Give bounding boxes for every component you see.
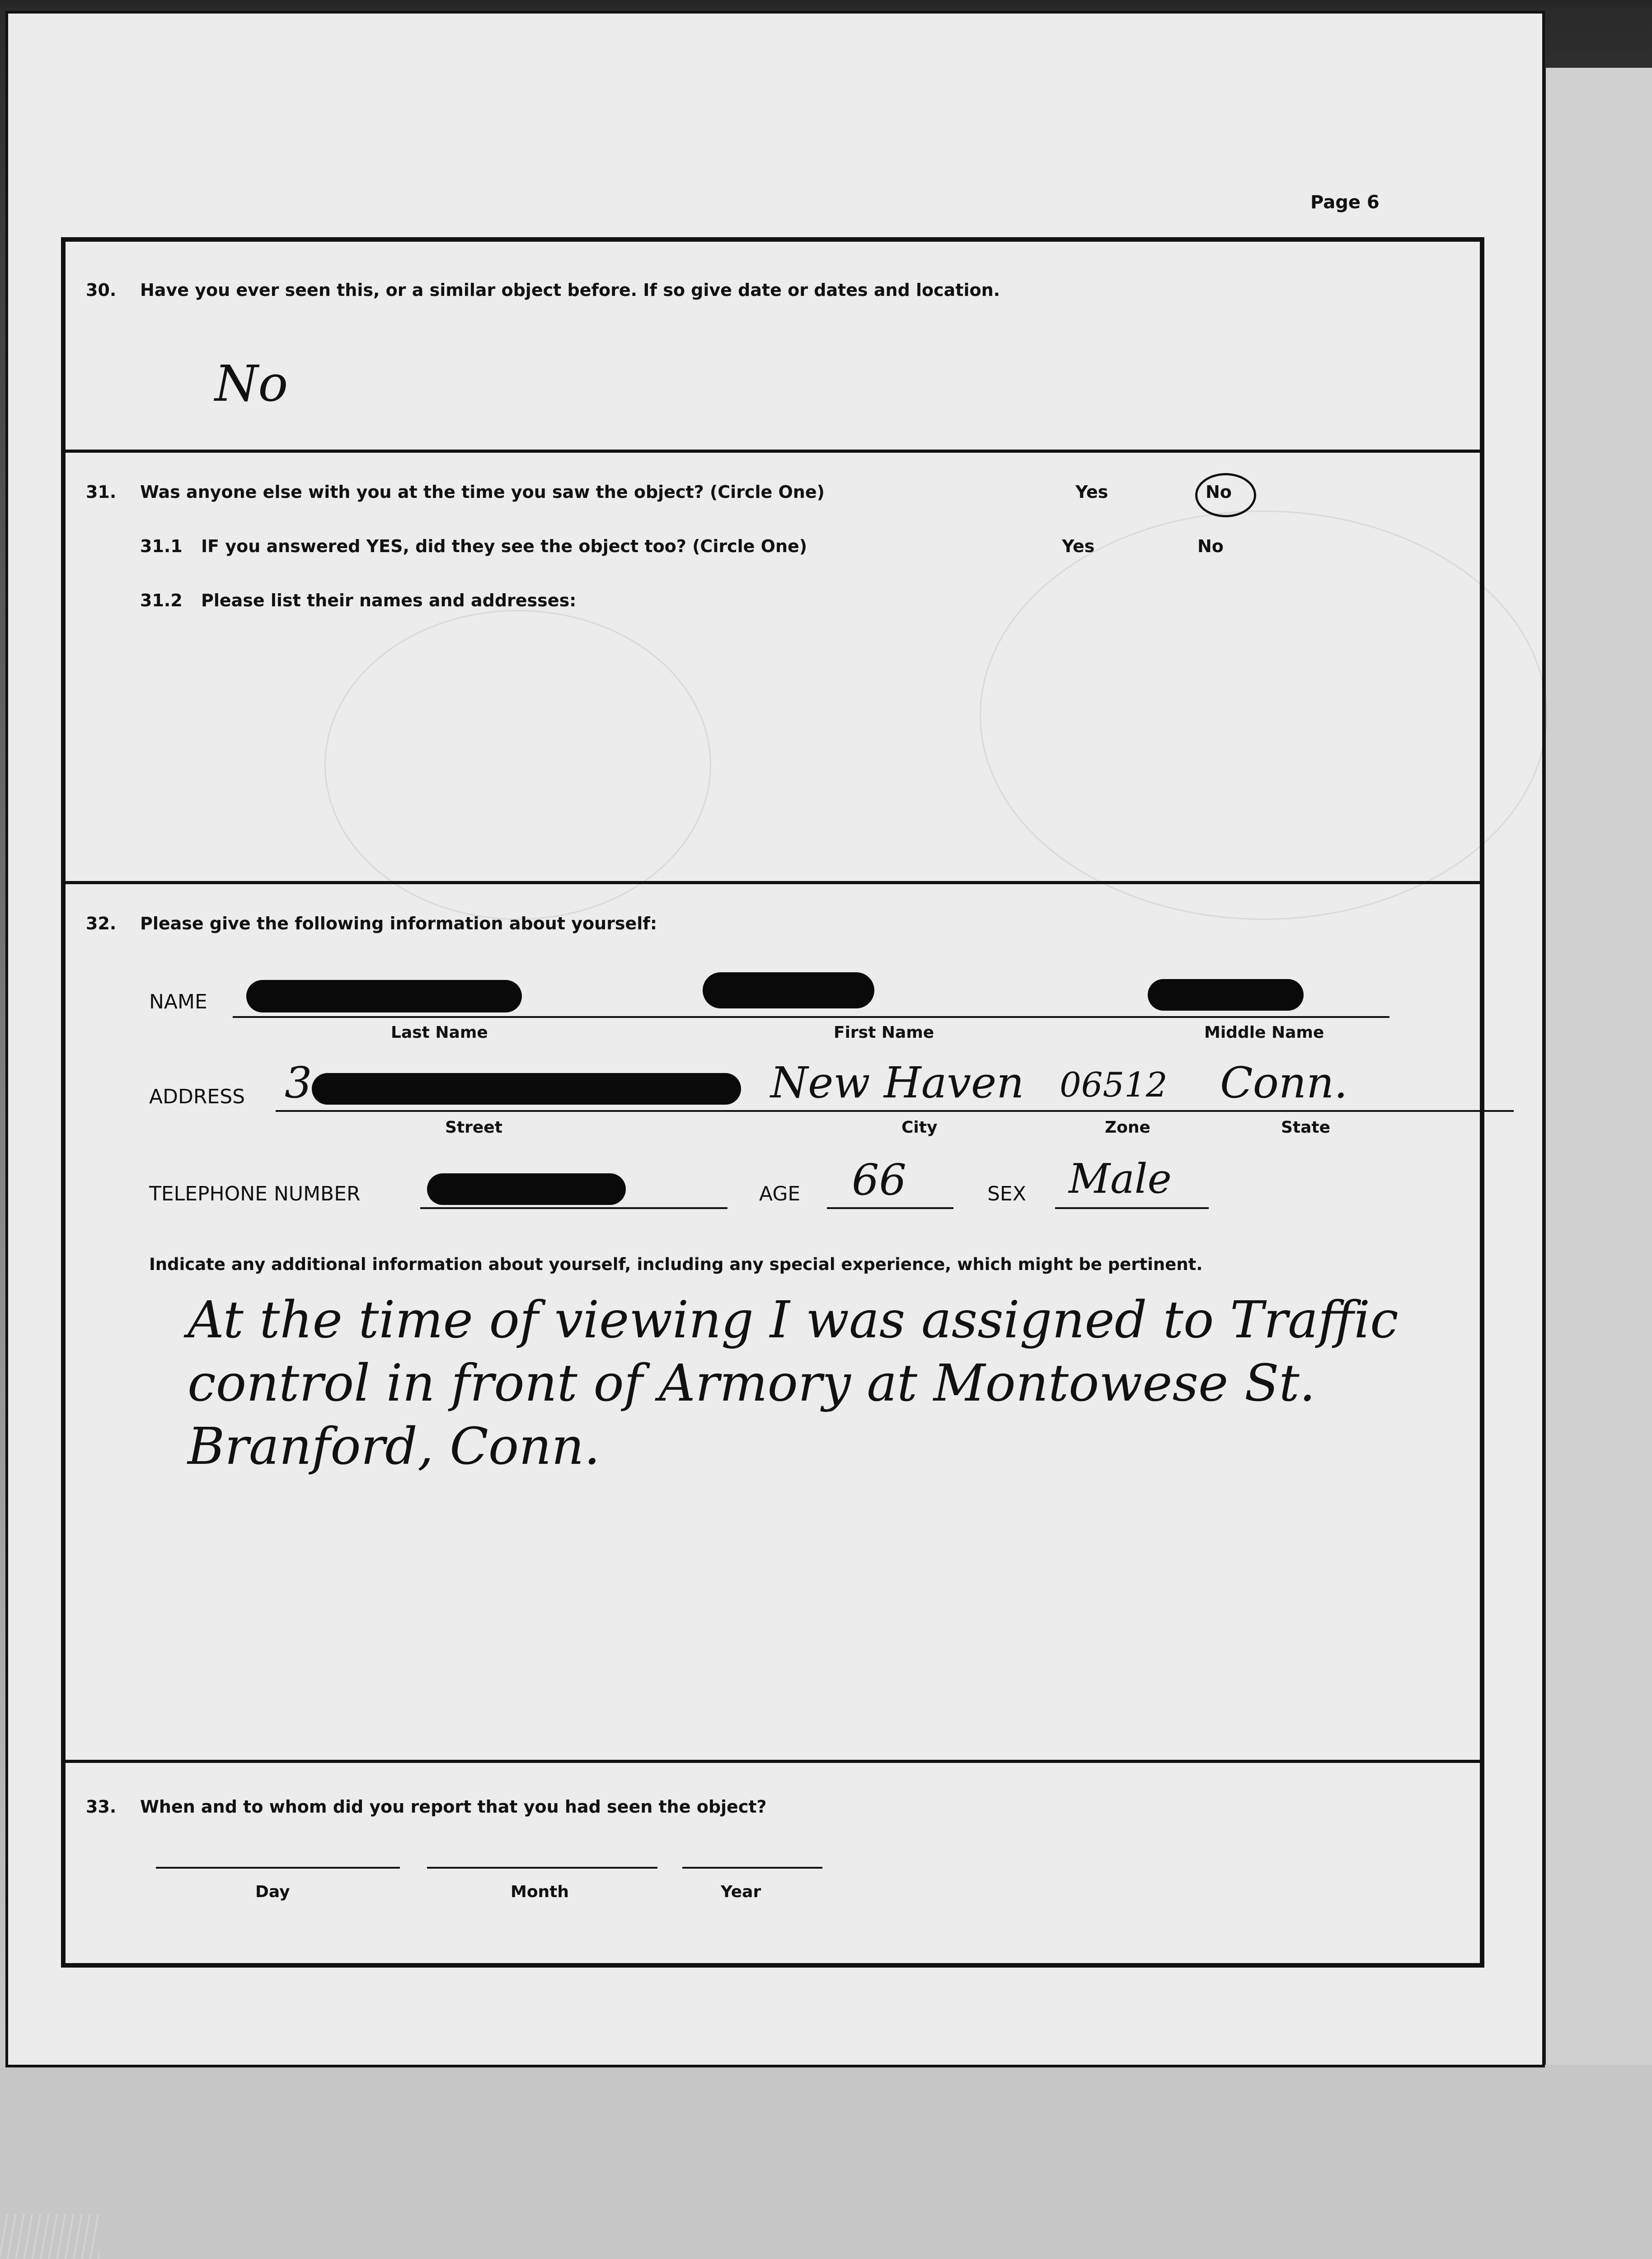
age-label: AGE: [759, 1182, 801, 1205]
state-caption: State: [1281, 1118, 1331, 1137]
name-label: NAME: [149, 990, 207, 1013]
first-name-caption: First Name: [834, 1023, 934, 1042]
year-line: [682, 1867, 822, 1869]
sex-line: [1055, 1207, 1209, 1209]
adjacent-page-edge: [1542, 68, 1652, 2065]
q31-no-option[interactable]: No: [1206, 482, 1232, 502]
q31-yes-option[interactable]: Yes: [1075, 482, 1108, 502]
redaction-bar: [1148, 979, 1304, 1011]
q31-2-number: 31.2: [140, 591, 183, 610]
page-label: Page 6: [1310, 192, 1380, 213]
section-30: [66, 242, 1480, 450]
middle-name-caption: Middle Name: [1204, 1023, 1324, 1042]
first-middle-name-line: [743, 1016, 1389, 1018]
q31-1-yes-option[interactable]: Yes: [1062, 536, 1095, 556]
additional-info-line-1: At the time of viewing I was assigned to Traffic: [188, 1291, 1399, 1350]
telephone-line: [420, 1207, 727, 1209]
section-31: [66, 450, 1480, 881]
month-caption: Month: [511, 1883, 569, 1901]
redaction-bar: [246, 980, 522, 1012]
state-value: Conn.: [1220, 1058, 1348, 1108]
q33-number: 33.: [86, 1797, 117, 1817]
q30-answer: No: [215, 355, 288, 412]
redaction-bar: [312, 1073, 741, 1105]
zone-caption: Zone: [1105, 1118, 1150, 1137]
redaction-bar: [427, 1173, 626, 1205]
section-32: [66, 881, 1480, 1760]
additional-info-prompt: Indicate any additional information about yourself, including any special experience, which might be pertinent.: [149, 1255, 1203, 1274]
address-line: [276, 1110, 1514, 1112]
age-value: 66: [852, 1155, 906, 1205]
q31-number: 31.: [86, 482, 117, 502]
age-line: [827, 1207, 953, 1209]
form-box: [61, 237, 1484, 1968]
day-line: [156, 1867, 400, 1869]
additional-info-line-3: Branford, Conn.: [188, 1417, 601, 1476]
redaction-bar: [703, 972, 874, 1008]
q32-question: Please give the following information about yourself:: [140, 914, 657, 933]
sex-value: Male: [1069, 1155, 1172, 1203]
street-value: 3: [285, 1058, 312, 1108]
background-surface: [0, 2065, 1652, 2259]
q31-2-question: Please list their names and addresses:: [201, 591, 577, 610]
city-value: New Haven: [770, 1058, 1024, 1108]
q30-number: 30.: [86, 280, 117, 300]
q31-1-no-option[interactable]: No: [1197, 536, 1224, 556]
street-caption: Street: [445, 1118, 502, 1137]
q33-question: When and to whom did you report that you had seen the object?: [140, 1797, 767, 1817]
q31-1-number: 31.1: [140, 536, 183, 556]
address-label: ADDRESS: [149, 1085, 245, 1108]
zone-value: 06512: [1060, 1065, 1168, 1105]
section-33: [66, 1760, 1480, 1963]
city-caption: City: [901, 1118, 938, 1137]
day-caption: Day: [255, 1883, 290, 1901]
q32-number: 32.: [86, 914, 117, 933]
smudge-mark: [0, 2214, 99, 2259]
last-name-line: [233, 1016, 743, 1018]
q31-question: Was anyone else with you at the time you saw the object? (Circle One): [140, 482, 825, 502]
last-name-caption: Last Name: [391, 1023, 488, 1042]
q30-question: Have you ever seen this, or a similar object before. If so give date or dates and location.: [140, 280, 1000, 300]
month-line: [427, 1867, 657, 1869]
telephone-label: TELEPHONE NUMBER: [149, 1182, 361, 1205]
sex-label: SEX: [987, 1182, 1026, 1205]
q31-1-question: IF you answered YES, did they see the object too? (Circle One): [201, 536, 807, 556]
year-caption: Year: [721, 1883, 761, 1901]
additional-info-line-2: control in front of Armory at Montowese St.: [188, 1354, 1316, 1413]
